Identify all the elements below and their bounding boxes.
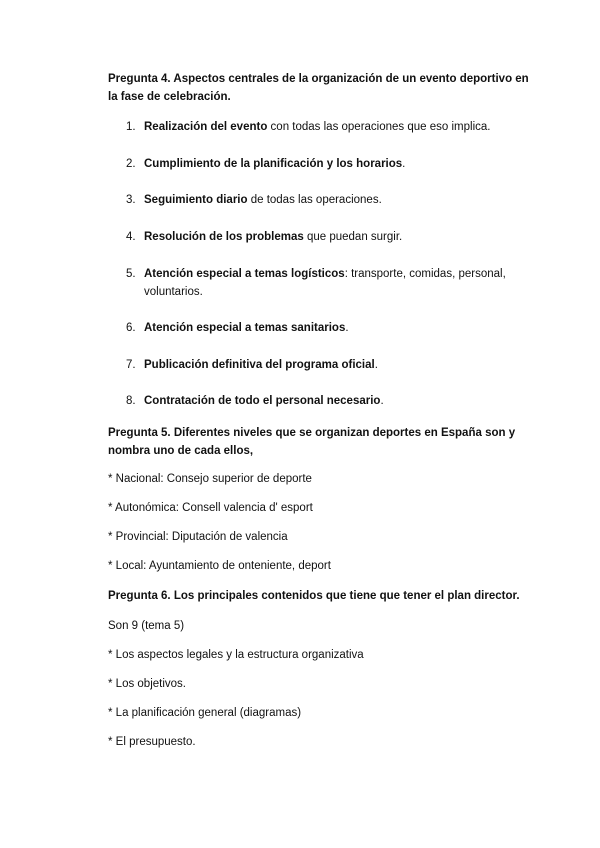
list-bold-text: Cumplimiento de la planificación y los horarios (144, 158, 403, 170)
list-number: 6. (126, 322, 136, 334)
list-bold-text: Contratación de todo el personal necesario (144, 395, 381, 407)
plan-line: Son 9 (tema 5) (108, 620, 185, 632)
list-number: 7. (126, 359, 136, 371)
list-text (144, 392, 526, 410)
section4-heading: Pregunta 4. Aspectos centrales de la organización de un evento deportivo en la fase de celebración. (108, 73, 529, 103)
list-number: 5. (126, 268, 136, 280)
list-rest-text: de todas las operaciones. (247, 194, 382, 206)
list-number: 8. (126, 395, 136, 407)
list-rest-text: que puedan surgir. (303, 231, 403, 243)
list-item (126, 319, 526, 337)
list-bold-text: Seguimiento diario (144, 194, 248, 206)
level-line: * Local: Ayuntamiento de onteniente, deport (108, 560, 331, 572)
list-number: 4. (126, 231, 136, 243)
list-bold-text: Atención especial a temas sanitarios (144, 322, 346, 334)
list-text (144, 118, 526, 136)
plan-line: * Los objetivos. (108, 678, 186, 690)
list-text (144, 228, 526, 246)
list-rest-text: : transporte, comidas, personal, voluntarios. (144, 268, 506, 298)
section6-heading: Pregunta 6. Los principales contenidos que tiene que tener el plan director. (108, 590, 520, 602)
list-number: 1. (126, 121, 136, 133)
list-bold-text: Atención especial a temas logísticos (144, 268, 345, 280)
level-line: * Autonómica: Consell valencia d' esport (108, 502, 313, 514)
list-item (126, 228, 526, 246)
list-item (126, 356, 526, 374)
list-item (126, 265, 506, 301)
list-text (144, 155, 526, 173)
list-rest-text: con todas las operaciones que eso implica. (267, 121, 491, 133)
level-line: * Nacional: Consejo superior de deporte (108, 473, 312, 485)
list-text (144, 265, 506, 301)
list-text (144, 319, 526, 337)
list-rest-text: . (345, 322, 349, 334)
list-rest-text: . (380, 395, 384, 407)
list-bold-text: Resolución de los problemas (144, 231, 304, 243)
list-item (126, 155, 526, 173)
list-item (126, 392, 526, 410)
list-number: 2. (126, 158, 136, 170)
list-bold-text: Realización del evento (144, 121, 268, 133)
plan-line: * Los aspectos legales y la estructura organizativa (108, 649, 364, 661)
list-item (126, 118, 526, 136)
plan-line: * La planificación general (diagramas) (108, 707, 302, 719)
list-rest-text: . (402, 158, 406, 170)
list-item (126, 191, 526, 209)
list-text (144, 356, 526, 374)
level-line: * Provincial: Diputación de valencia (108, 531, 288, 543)
plan-line: * El presupuesto. (108, 736, 196, 748)
section5-heading: Pregunta 5. Diferentes niveles que se organizan deportes en España son y nombra uno de cada ellos, (108, 427, 516, 457)
list-rest-text: . (374, 359, 378, 371)
list-number: 3. (126, 194, 136, 206)
list-text (144, 191, 526, 209)
list-bold-text: Publicación definitiva del programa oficial (144, 359, 375, 371)
